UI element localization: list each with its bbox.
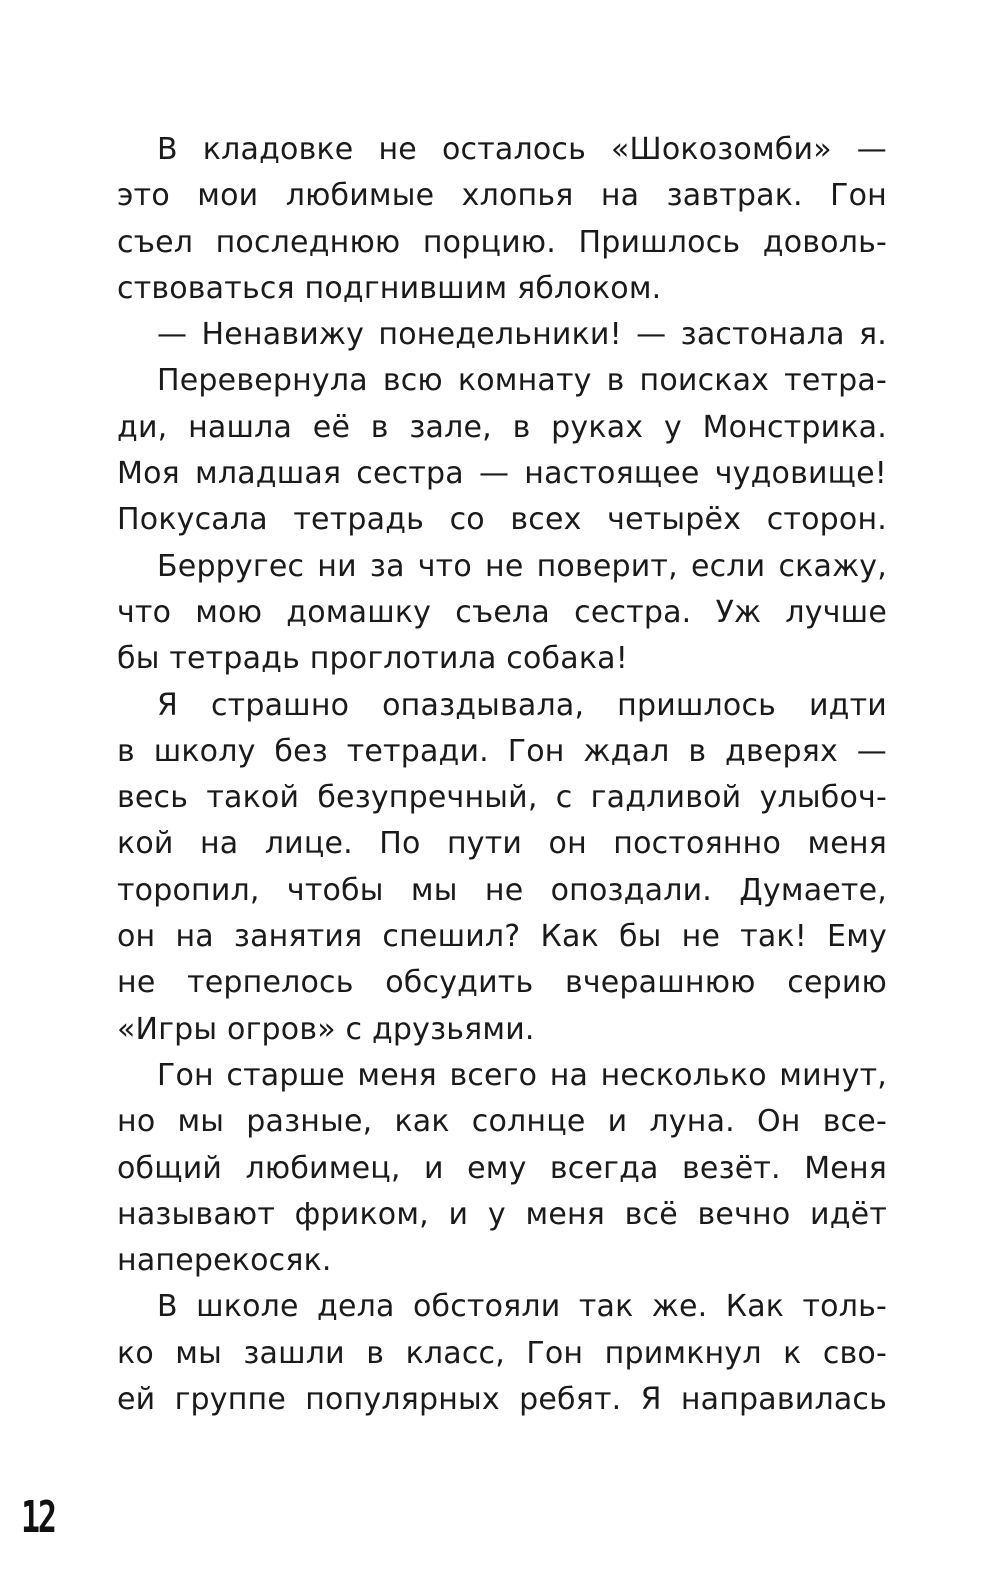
text-line: Перевернула всю комнату в поисках тетра- [157,363,887,399]
text-line: Я страшно опаздывала, пришлось идти [157,687,887,723]
text-line: бы тетрадь проглотила собака! [117,641,628,677]
text-line: что мою домашку съела сестра. Уж лучше [117,594,887,630]
text-line: «Игры огров» с друзьями. [117,1011,535,1047]
text-line: называют фриком, и у меня всё вечно идёт [117,1196,887,1232]
text-line: Берругес ни за что не поверит, если скажу, [157,548,887,584]
text-line: Моя младшая сестра — настоящее чудовище! [117,456,887,492]
text-line: весь такой безупречный, с гадливой улыбоч- [117,780,887,816]
text-line: в школу без тетради. Гон ждал в дверях — [117,733,887,769]
text-line: — Ненавижу понедельники! — застонала я. [157,317,887,353]
text-line: торопил, чтобы мы не опоздали. Думаете, [117,872,887,908]
text-line: ствоваться подгнившим яблоком. [117,270,662,306]
text-line: В школе дела обстояли так же. Как толь- [157,1289,887,1325]
text-line: он на занятия спешил? Как бы не так! Ему [117,919,887,955]
text-line: не терпелось обсудить вчерашнюю серию [117,965,887,1001]
text-line: ди, нашла её в зале, в руках у Монстрика. [117,409,887,445]
body-text [117,127,887,1423]
text-line: кой на лице. По пути он постоянно меня [117,826,887,862]
text-line: Гон старше меня всего на несколько минут, [157,1057,887,1093]
text-line: ко мы зашли в класс, Гон примкнул к сво- [117,1335,887,1371]
text-line: наперекосяк. [117,1243,332,1279]
text-line: В кладовке не осталось «Шокозомби» — [157,132,887,167]
text-line: общий любимец, и ему всегда везёт. Меня [117,1150,887,1186]
text-line: но мы разные, как солнце и луна. Он все- [117,1104,887,1140]
text-line: это мои любимые хлопья на завтрак. Гон [117,178,887,214]
text-line: ей группе популярных ребят. Я направилась [117,1382,887,1418]
text-line: съел последнюю порцию. Пришлось доволь- [117,224,887,260]
page-number: 12 [21,1492,55,1543]
text-line: Покусала тетрадь со всех четырёх сторон. [117,502,887,538]
